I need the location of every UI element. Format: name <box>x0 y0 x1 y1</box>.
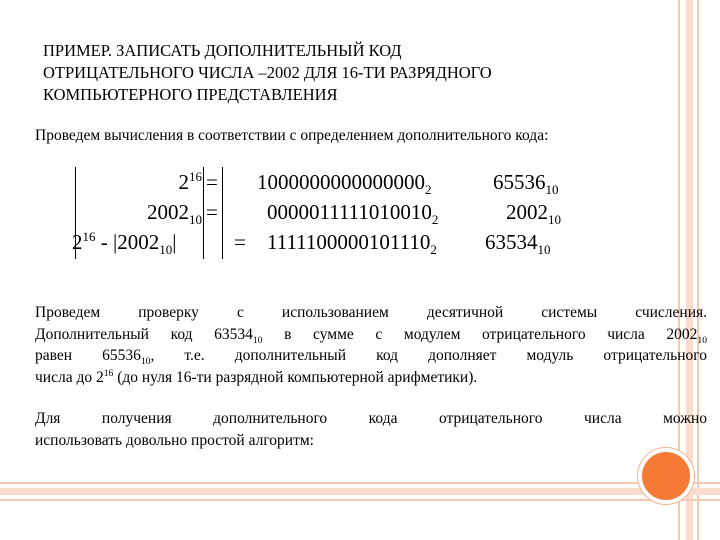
table-divider <box>203 167 204 259</box>
text-line: Для получения дополнительного кода отрицательного числа можно <box>35 410 707 427</box>
equals-sign: = <box>234 230 246 254</box>
title-line: ОТРИЦАТЕЛЬНОГО ЧИСЛА –2002 ДЛЯ 16-ТИ РАЗРЯДНОГО <box>43 63 492 82</box>
border-line <box>0 482 720 484</box>
equals-sign: = <box>206 200 218 224</box>
title-line: ПРИМЕР. ЗАПИСАТЬ ДОПОЛНИТЕЛЬНЫЙ КОД <box>43 41 402 60</box>
intro-text: Проведем вычисления в соответствии с определением дополнительного кода: <box>35 127 549 144</box>
binary-value: $1000000000000000_2$ <box>257 170 432 198</box>
border-band <box>0 488 720 495</box>
expression-cell: $2^{16}$ <box>178 169 202 194</box>
border-line <box>697 0 699 540</box>
decimal-value: $63534_{10}$ <box>485 230 551 258</box>
text-line: Дополнительный код $63534_{10}$ в сумме с модулем отрицательного числа $2002_{10}$ <box>35 325 707 346</box>
expression-cell: $2^{16} - |2002_{10}|$ <box>72 229 177 258</box>
border-line <box>0 499 720 501</box>
text-line: Проведем проверку с использованием десятичной системы счисления. <box>35 304 707 321</box>
expression-cell: $2002_{10}$ <box>146 200 202 228</box>
text-line: использовать довольно простой алгоритм: <box>35 431 314 449</box>
binary-value: $1111100000101110_2$ <box>267 230 437 258</box>
title-line: КОМПЬЮТЕРНОГО ПРЕДСТАВЛЕНИЯ <box>43 85 338 104</box>
equals-sign: = <box>206 170 218 194</box>
slide-title <box>43 40 643 106</box>
decimal-value: $65536_{10}$ <box>493 170 559 198</box>
verification-paragraph <box>35 302 707 388</box>
binary-value: $0000011111010010_2$ <box>267 200 439 228</box>
algorithm-paragraph <box>35 408 707 451</box>
table-divider <box>222 167 223 259</box>
text-line: числа до $2^{16}$ (до нуля 16-ти разрядной компьютерной арифметики). <box>35 367 478 386</box>
text-line: равен $65536_{10}$, т.е. дополнительный код дополняет модуль отрицательного <box>35 347 707 368</box>
decorative-circle <box>638 448 694 504</box>
decimal-value: $2002_{10}$ <box>506 200 562 228</box>
